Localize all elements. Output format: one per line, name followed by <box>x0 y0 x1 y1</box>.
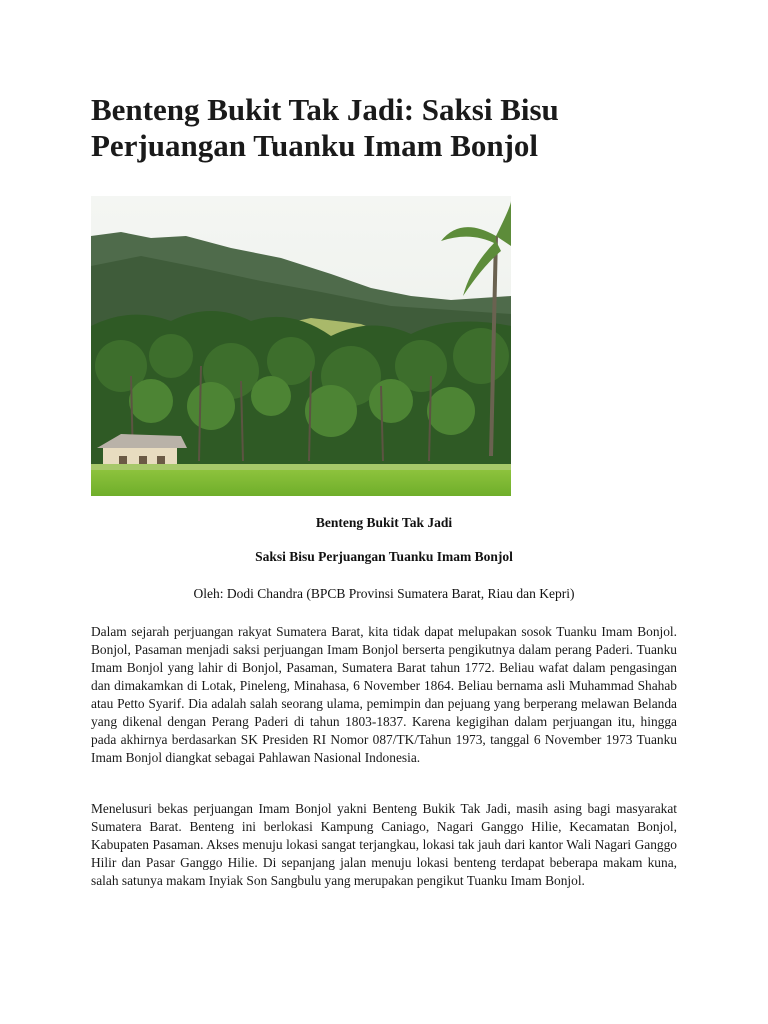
byline: Oleh: Dodi Chandra (BPCB Provinsi Sumatera Barat, Riau dan Kepri) <box>193 586 575 601</box>
section-subheading: Saksi Bisu Perjuangan Tuanku Imam Bonjol <box>255 549 513 564</box>
section-heading: Benteng Bukit Tak Jadi <box>315 515 453 530</box>
paragraph-1: Dalam sejarah perjuangan rakyat Sumatera Barat, kita tidak dapat melupakan sosok Tuanku Imam Bonjol. Bonjol, Pasaman menjadi saksi perjuangan Imam Bonjol berserta pengikutnya dalam perang Paderi. Tuanku Imam Bonjol yang lahir di Bonjol, Pasaman, Sumatera Barat tahun 1772. Beliau wafat dalam pengasingan dan dimakamkan di Lotak, Pineleng, Minahasa, 6 November 1864. Beliau bernama asli Muhammad Shahab atau Petto Syarif. Dia adalah salah seorang ulama, pemimpin dan pejuang yang berperang melawan Belanda yang dikenal dengan Perang Paderi di tahun 1803-1837. Karena kegigihan dalam perjuangan itu, hingga pada akhirnya berdasarkan SK Presiden RI Nomor 087/TK/Tahun 1973, tanggal 6 November 1973 Tuanku Imam Bonjol diangkat sebagai Pahlawan Nasional Indonesia. <box>91 624 677 765</box>
page-title: Benteng Bukit Tak Jadi: Saksi Bisu Perjuangan Tuanku Imam Bonjol <box>91 92 559 163</box>
paragraph-2: Menelusuri bekas perjuangan Imam Bonjol yakni Benteng Bukik Tak Jadi, masih asing bagi masyarakat Sumatera Barat. Benteng ini berlokasi Kampung Caniago, Nagari Ganggo Hilie, Kecamatan Bonjol, Kabupaten Pasaman. Akses menuju lokasi sangat terjangkau, lokasi tak jauh dari kantor Wali Nagari Ganggo Hilir dan Pasar Ganggo Hilie. Di sepanjang jalan menuju lokasi benteng terdapat beberapa makam kuna, salah satunya makam Inyiak Son Sangbulu yang merupakan pengikut Tuanku Imam Bonjol. <box>91 801 677 888</box>
landscape-photo <box>91 196 511 496</box>
